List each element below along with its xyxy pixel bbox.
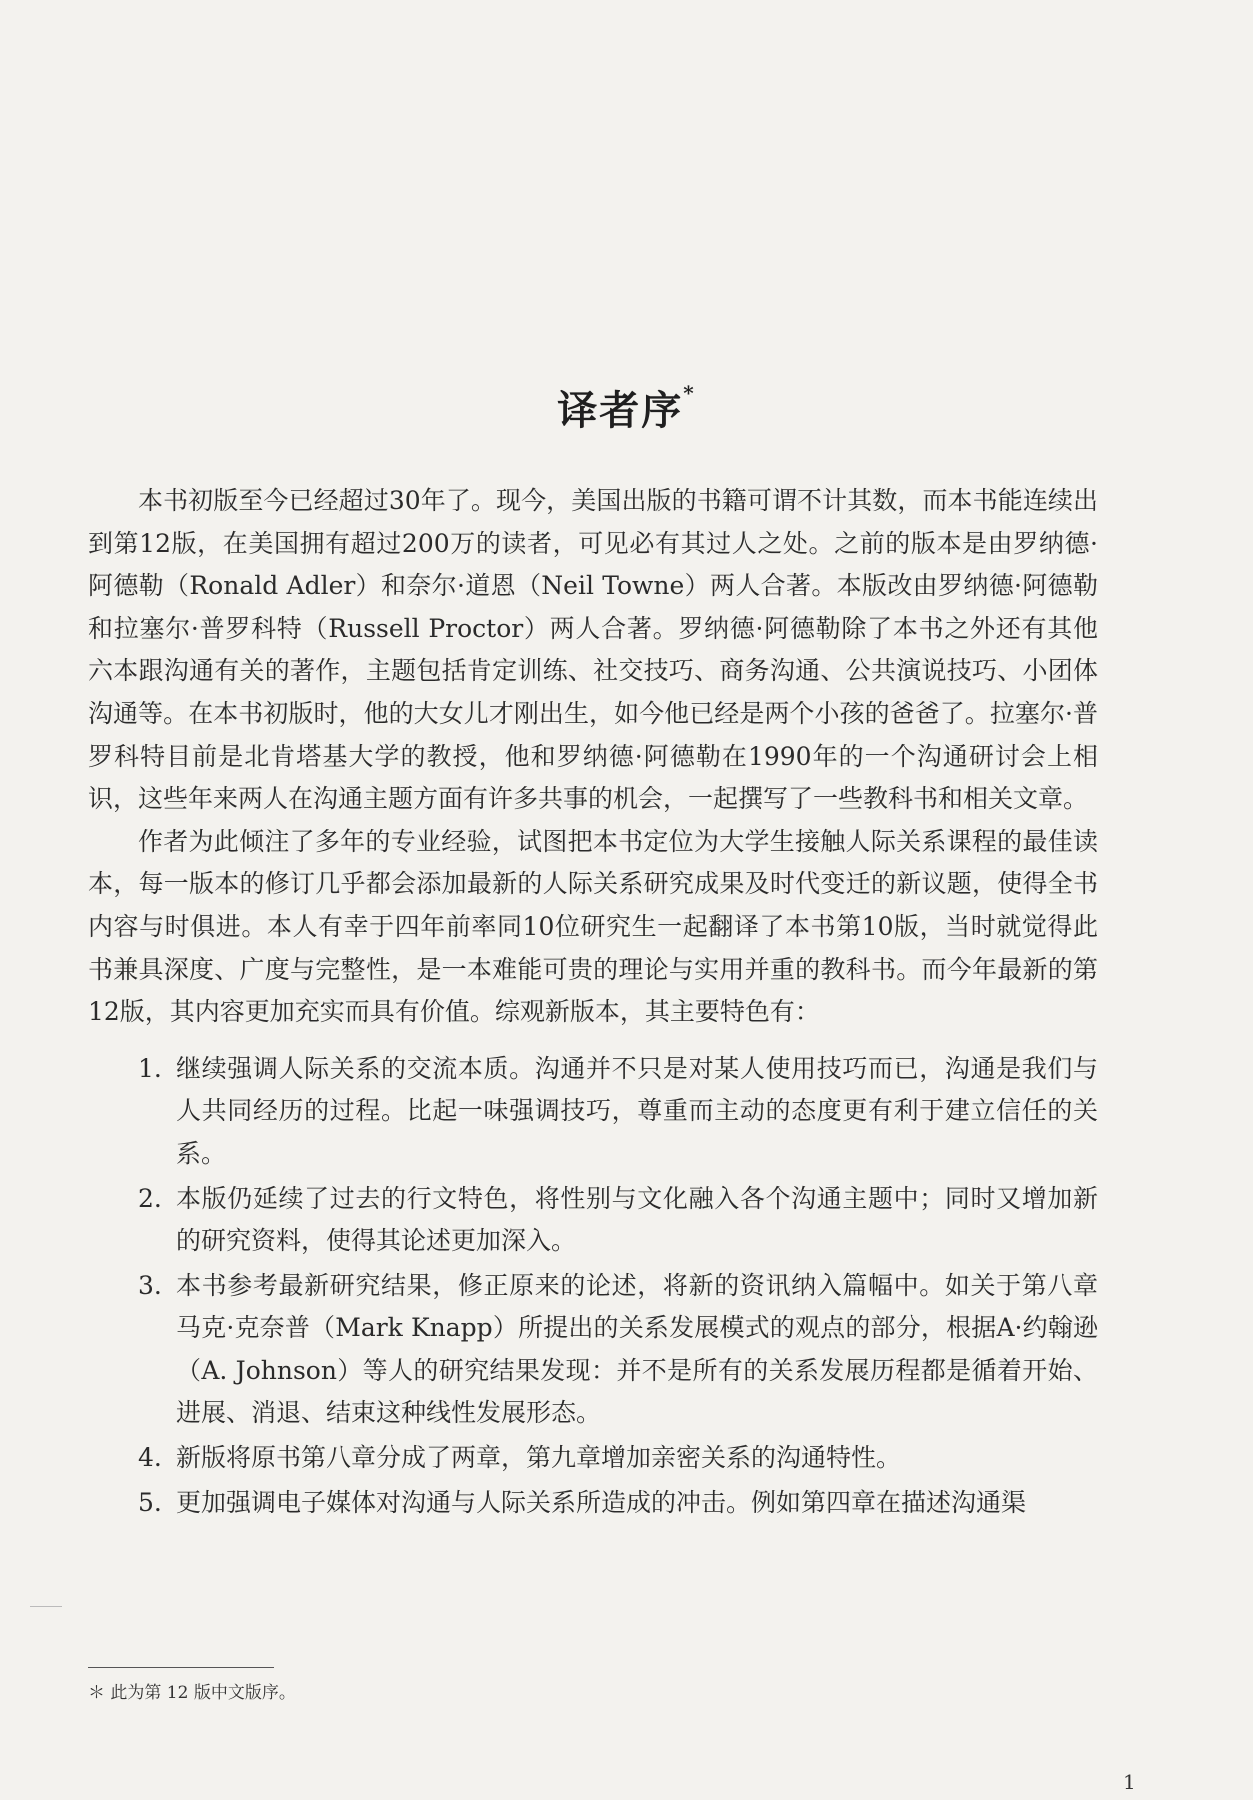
list-item-text: 本书参考最新研究结果，修正原来的论述，将新的资讯纳入篇幅中。如关于第八章马克·克奈普（Mark Knapp）所提出的关系发展模式的观点的部分，根据A·约翰逊（A. Johnson）等人的研究结果发现：并不是所有的关系发展历程都是循着开始、进展、消退、结束这种线性发展形态。 (176, 1270, 1098, 1428)
list-item-number: 5. (138, 1487, 162, 1517)
list-item-number: 3. (138, 1270, 162, 1300)
list-item-text: 新版将原书第八章分成了两章，第九章增加亲密关系的沟通特性。 (176, 1443, 902, 1473)
title-text: 译者序 (557, 386, 684, 434)
body-text (88, 480, 1098, 1526)
list-item-number: 2. (138, 1183, 162, 1213)
scan-mark (30, 1606, 62, 1607)
list-item-text: 继续强调人际关系的交流本质。沟通并不只是对某人使用技巧而已，沟通是我们与人共同经历的过程。比起一味强调技巧，尊重而主动的态度更有利于建立信任的关系。 (176, 1053, 1098, 1168)
list-item-text: 更加强调电子媒体对沟通与人际关系所造成的冲击。例如第四章在描述沟通渠 (176, 1487, 1027, 1517)
list-item (88, 1178, 1098, 1263)
list-item-number: 1. (138, 1053, 162, 1083)
paragraph-2: 作者为此倾注了多年的专业经验，试图把本书定位为大学生接触人际关系课程的最佳读本，每一版本的修订几乎都会添加最新的人际关系研究成果及时代变迁的新议题，使得全书内容与时俱进。本人有幸于四年前率同10位研究生一起翻译了本书第10版，当时就觉得此书兼具深度、广度与完整性，是一本难能可贵的理论与实用并重的教科书。而今年最新的第12版，其内容更加充实而具有价值。综观新版本，其主要特色有： (88, 826, 1098, 1027)
title-footnote-marker: * (683, 380, 696, 405)
footnote-divider (88, 1667, 274, 1668)
list-item (88, 1048, 1098, 1176)
page-number: 1 (1123, 1770, 1136, 1794)
feature-list (88, 1048, 1098, 1525)
list-item (88, 1482, 1098, 1525)
list-item-number: 4. (138, 1443, 162, 1473)
list-item (88, 1437, 1098, 1480)
list-item (88, 1265, 1098, 1435)
page-title (0, 379, 1253, 436)
paragraph-1: 本书初版至今已经超过30年了。现今，美国出版的书籍可谓不计其数，而本书能连续出到第12版，在美国拥有超过200万的读者，可见必有其过人之处。之前的版本是由罗纳德·阿德勒（Ronald Adler）和奈尔·道恩（Neil Towne）两人合著。本版改由罗纳德·阿德勒和拉塞尔·普罗科特（Russell Proctor）两人合著。罗纳德·阿德勒除了本书之外还有其他六本跟沟通有关的著作，主题包括肯定训练、社交技巧、商务沟通、公共演说技巧、小团体沟通等。在本书初版时，他的大女儿才刚出生，如今他已经是两个小孩的爸爸了。拉塞尔·普罗科特目前是北肯塔基大学的教授，他和罗纳德·阿德勒在1990年的一个沟通研讨会上相识，这些年来两人在沟通主题方面有许多共事的机会，一起撰写了一些教科书和相关文章。 (88, 486, 1098, 814)
footnote: ＊ 此为第 12 版中文版序。 (88, 1683, 296, 1703)
list-item-text: 本版仍延续了过去的行文特色，将性别与文化融入各个沟通主题中；同时又增加新的研究资料，使得其论述更加深入。 (176, 1183, 1098, 1256)
